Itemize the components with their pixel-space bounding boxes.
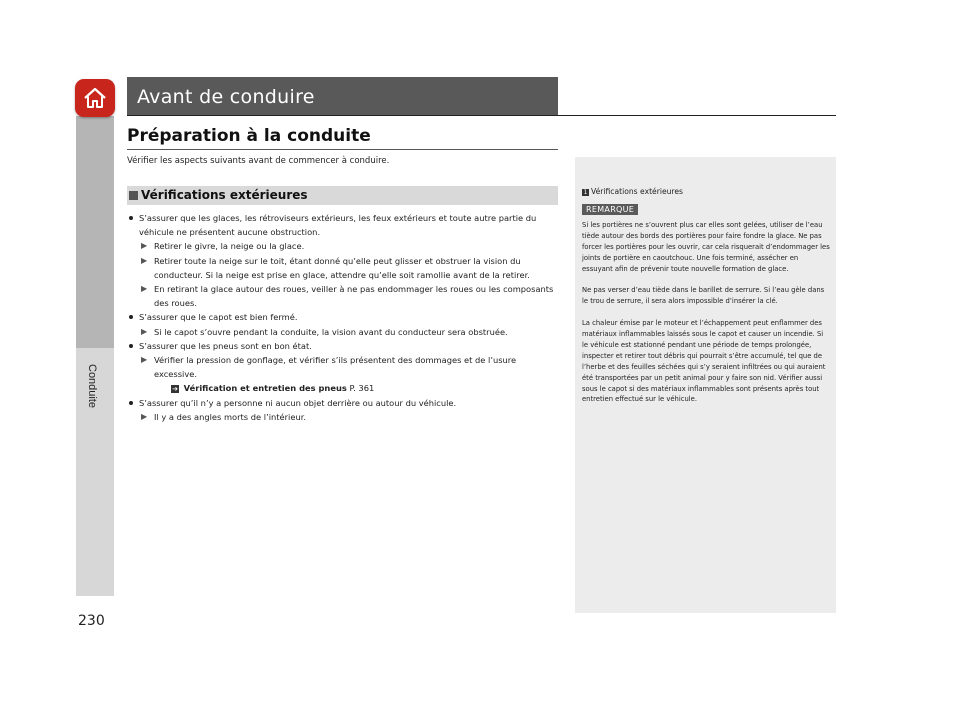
triangle-right-icon: ▶ xyxy=(141,326,148,336)
section-title-divider xyxy=(127,149,558,150)
sub-list-item xyxy=(127,410,558,424)
sub-list-item-text: Retirer toute la neige sur le toit, étant donné qu’elle peut glisser et obstruer la vision du conducteur. Si la neige est prise en glace, attendre qu’elle soit ramollie avant de la retirer. xyxy=(154,255,530,280)
triangle-right-icon: ▶ xyxy=(141,411,148,421)
note-paragraph: La chaleur émise par le moteur et l’échappement peut enflammer des matériaux inflammables laissés sous le capot et causer un incendie. Si le véhicule est stationné pendant une période de temps prolongée, inspecter et retirer tout débris qui pourrait s’être accumulé, tel que de l’herbe et des feuilles séchées qui s’y seraient infiltrées ou qui auraient été transportées par un petit animal pour y faire son nid. Vérifier aussi sous le capot si des matériaux inflammables sont présents après tout entretien effectué sur le véhicule. xyxy=(582,319,826,404)
sub-list-item-text: Retirer le givre, la neige ou la glace. xyxy=(154,241,305,252)
sub-list-item xyxy=(127,353,558,381)
list-item xyxy=(127,211,558,239)
sub-list-item xyxy=(127,239,558,253)
sub-list-item xyxy=(127,325,558,339)
checklist xyxy=(127,211,558,424)
sub-list-item xyxy=(127,254,558,282)
sub-list-item xyxy=(127,282,558,310)
list-item-text: S’assurer qu’il n’y a personne ni aucun objet derrière ou autour du véhicule. xyxy=(139,397,457,408)
sub-list-item-text: Vérifier la pression de gonflage, et vérifier s’ils présentent des dommages et de l’usure excessive. xyxy=(154,355,517,380)
note-badge: REMARQUE xyxy=(582,204,638,215)
note-paragraph: Ne pas verser d’eau tiède dans le barillet de serrure. Si l’eau gèle dans le trou de serrure, il sera alors impossible d’insérer la clé. xyxy=(582,286,825,306)
page-number: 230 xyxy=(78,613,105,629)
list-item-text: S’assurer que le capot est bien fermé. xyxy=(139,312,298,323)
home-icon xyxy=(82,86,108,110)
triangle-right-icon: ▶ xyxy=(141,355,148,365)
subsection-title: Vérifications extérieures xyxy=(141,188,308,202)
list-item xyxy=(127,339,558,353)
note-paragraph: Si les portières ne s’ouvrent plus car elles sont gelées, utiliser de l’eau tiède autour des bords des portières pour faire fondre la glace. Ne pas forcer les portières pour les ouvrir, car cela risquerait d’endommager les joints de portière en caoutchouc. Une fois terminé, assécher en essuyant afin de prévenir toute nouvelle formation de glace. xyxy=(582,221,830,273)
side-note-body xyxy=(582,220,830,416)
triangle-right-icon: ▶ xyxy=(141,284,148,294)
home-button[interactable] xyxy=(75,79,115,117)
section-intro: Vérifier les aspects suivants avant de commencer à conduire. xyxy=(127,156,390,166)
section-title: Préparation à la conduite xyxy=(127,126,371,146)
reference-page: P. 361 xyxy=(349,383,375,394)
cross-reference-link[interactable] xyxy=(127,381,558,395)
list-item-text: S’assurer que les glaces, les rétroviseurs extérieurs, les feux extérieurs et toute autre partie du véhicule ne présentent aucune obstruction. xyxy=(139,213,537,238)
triangle-right-icon: ▶ xyxy=(141,241,148,251)
reference-arrow-icon: ➔ xyxy=(172,384,178,393)
sub-list-item-text: Il y a des angles morts de l’intérieur. xyxy=(154,411,306,422)
list-item xyxy=(127,396,558,410)
header-divider xyxy=(127,115,836,116)
note-reference-icon: 1 xyxy=(583,188,588,196)
list-item xyxy=(127,310,558,324)
chapter-header xyxy=(127,77,558,115)
triangle-right-icon: ▶ xyxy=(141,255,148,265)
square-bullet-icon xyxy=(129,191,138,200)
side-note-title-text: Vérifications extérieures xyxy=(591,187,684,196)
sub-list-item-text: En retirant la glace autour des roues, veiller à ne pas endommager les roues ou les composants des roues. xyxy=(154,284,554,309)
sidebar-section-marker xyxy=(76,116,114,348)
side-note-title xyxy=(582,187,683,196)
sub-list-item-text: Si le capot s’ouvre pendant la conduite, la vision avant du conducteur sera obstruée. xyxy=(154,326,508,337)
reference-title: Vérification et entretien des pneus xyxy=(183,383,347,394)
sidebar-section-label[interactable]: Conduite xyxy=(86,364,98,409)
chapter-title: Avant de conduire xyxy=(137,86,315,108)
list-item-text: S’assurer que les pneus sont en bon état. xyxy=(139,340,312,351)
subsection-header xyxy=(127,186,558,205)
